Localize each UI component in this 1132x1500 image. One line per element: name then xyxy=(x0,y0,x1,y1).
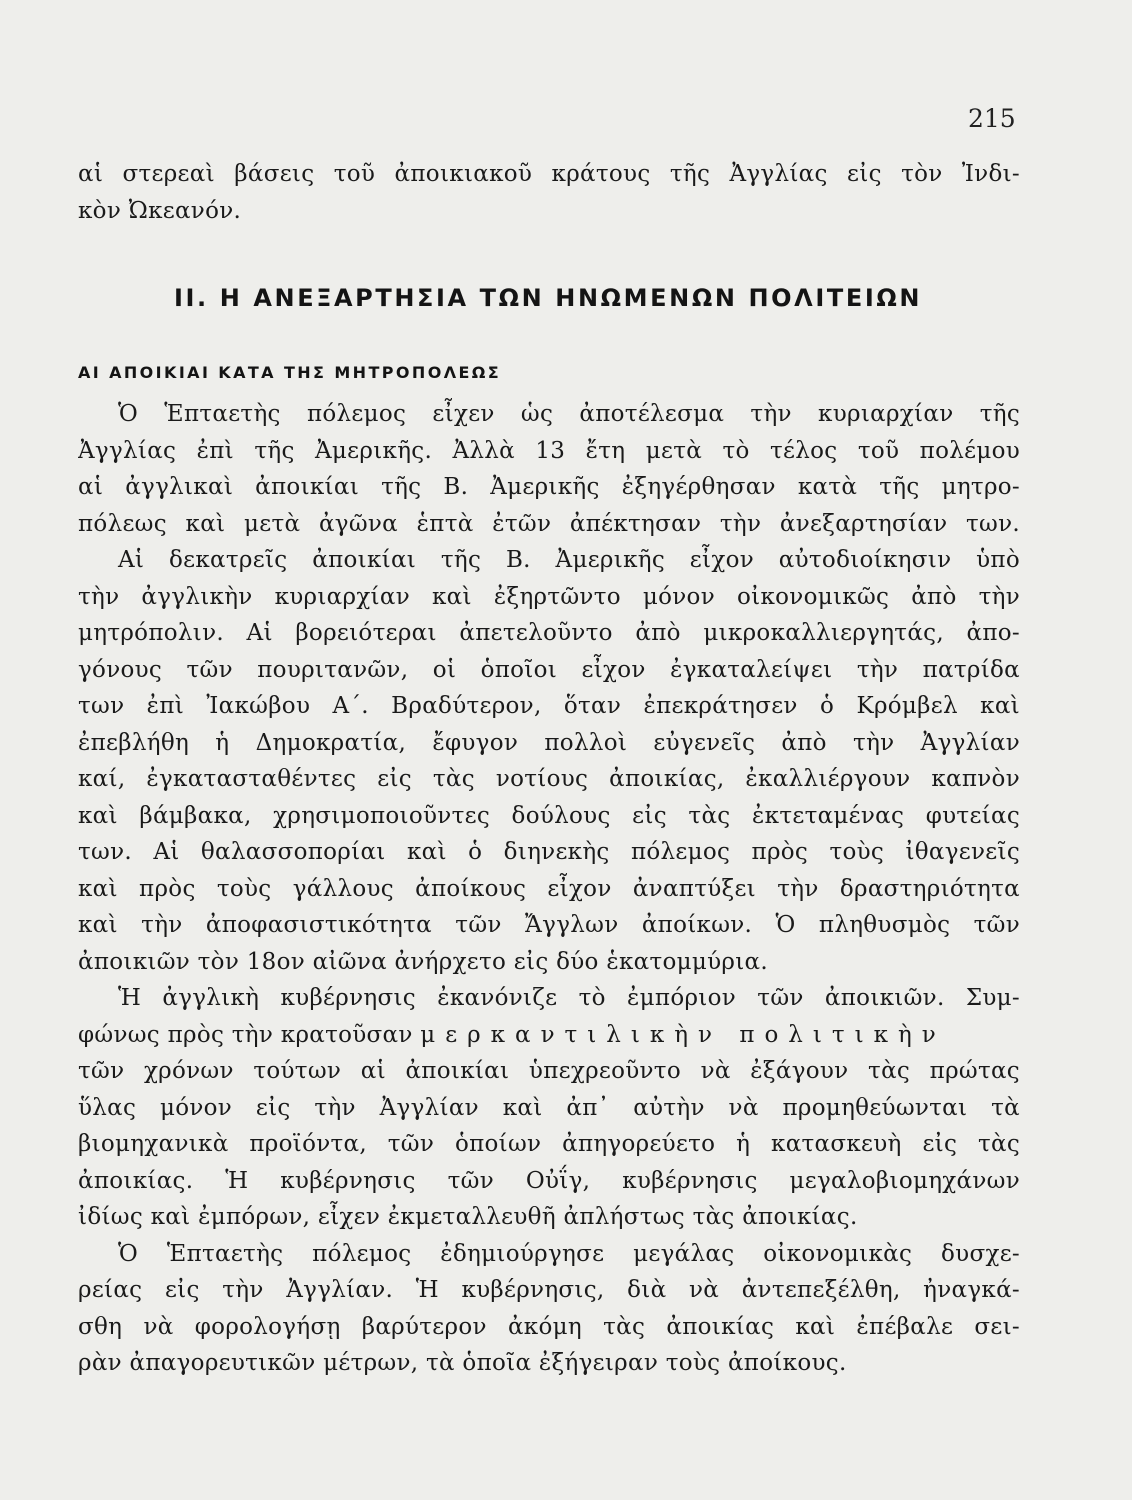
text-line: των. Αἱ θαλασσοπορίαι καὶ ὁ διηνεκὴς πόλεμος πρὸς τοὺς ἰθαγενεῖς xyxy=(78,839,1020,865)
text-line: καί, ἐγκατασταθέντες εἰς τὰς νοτίους ἀποικίας, ἐκαλλιέργουν καπνὸν xyxy=(78,766,1020,792)
emphasized-term: μερκαντιλικὴν πολιτικὴν xyxy=(420,1021,946,1048)
page-number: 215 xyxy=(968,104,1016,133)
text-line xyxy=(78,1017,1020,1054)
text-line: των ἐπὶ Ἰακώβου Α΄. Βραδύτερον, ὅταν ἐπεκράτησεν ὁ Κρόμβελ καὶ xyxy=(78,693,1020,719)
section-title: ΙΙ. Η ΑΝΕΞΑΡΤΗΣΙΑ ΤΩΝ ΗΝΩΜΕΝΩΝ ΠΟΛΙΤΕΙΩΝ xyxy=(174,284,923,312)
text-line: ἀποικίας. Ἡ κυβέρνησις τῶν Οὐΐγ, κυβέρνησις μεγαλοβιομηχάνων xyxy=(78,1167,1020,1194)
text-line: καὶ πρὸς τοὺς γάλλους ἀποίκους εἶχον ἀναπτύξει τὴν δραστηριότητα xyxy=(78,875,1020,902)
text-line: ἰδίως καὶ ἐμπόρων, εἶχεν ἐκμεταλλευθῆ ἀπλήστως τὰς ἀποικίας. xyxy=(78,1204,858,1230)
text-line: ρὰν ἀπαγορευτικῶν μέτρων, τὰ ὁποῖα ἐξήγειραν τοὺς ἀποίκους. xyxy=(78,1350,847,1376)
text-line: σθη νὰ φορολογήσῃ βαρύτερον ἀκόμη τὰς ἀποικίας καὶ ἐπέβαλε σει- xyxy=(78,1313,1020,1340)
text-line: αἱ στερεαὶ βάσεις τοῦ ἀποικιακοῦ κράτους τῆς Ἀγγλίας εἰς τὸν Ἰνδι- xyxy=(78,161,1020,187)
text-line: καὶ τὴν ἀποφασιστικότητα τῶν Ἄγγλων ἀποίκων. Ὁ πληθυσμὸς τῶν xyxy=(78,912,1020,938)
text-line: Αἱ δεκατρεῖς ἀποικίαι τῆς Β. Ἀμερικῆς εἶχον αὐτοδιοίκησιν ὑπὸ xyxy=(118,547,1020,573)
text-line: μητρόπολιν. Αἱ βορειότεραι ἀπετελοῦντο ἀπὸ μικροκαλλιεργητάς, ἀπο- xyxy=(78,620,1020,646)
text-line: Ὁ Ἑπταετὴς πόλεμος ἐδημιούργησε μεγάλας οἰκονομικὰς δυσχε- xyxy=(118,1240,1020,1267)
text-line: ὕλας μόνον εἰς τὴν Ἀγγλίαν καὶ ἀπ᾿ αὐτὴν νὰ προμηθεύωνται τὰ xyxy=(78,1094,1020,1121)
text-line: Ὁ Ἑπταετὴς πόλεμος εἶχεν ὡς ἀποτέλεσμα τὴν κυριαρχίαν τῆς xyxy=(118,401,1020,427)
text-line: καὶ βάμβακα, χρησιμοποιοῦντες δούλους εἰς τὰς ἐκτεταμένας φυτείας xyxy=(78,802,1020,829)
text-line: γόνους τῶν πουριτανῶν, οἱ ὁποῖοι εἶχον ἐγκαταλείψει τὴν πατρίδα xyxy=(78,656,1020,683)
text-line: τῶν χρόνων τούτων αἱ ἀποικίαι ὑπεχρεοῦντο νὰ ἐξάγουν τὰς πρώτας xyxy=(78,1058,1020,1084)
body-text xyxy=(78,396,1020,1382)
text-line: Ἀγγλίας ἐπὶ τῆς Ἀμερικῆς. Ἀλλὰ 13 ἔτη μετὰ τὸ τέλος τοῦ πολέμου xyxy=(78,437,1020,464)
text-line: τὴν ἀγγλικὴν κυριαρχίαν καὶ ἐξηρτῶντο μόνον οἰκονομικῶς ἀπὸ τὴν xyxy=(78,583,1020,610)
text-line: βιομηχανικὰ προϊόντα, τῶν ὁποίων ἀπηγορεύετο ἡ κατασκευὴ εἰς τὰς xyxy=(78,1131,1020,1157)
intro-paragraph xyxy=(78,156,1020,229)
text-line: αἱ ἀγγλικαὶ ἀποικίαι τῆς Β. Ἀμερικῆς ἐξηγέρθησαν κατὰ τῆς μητρο- xyxy=(78,474,1020,500)
text-line: ἐπεβλήθη ἡ Δημοκρατία, ἔφυγον πολλοὶ εὐγενεῖς ἀπὸ τὴν Ἀγγλίαν xyxy=(78,729,1020,756)
subsection-title: ΑΙ ΑΠΟΙΚΙΑΙ ΚΑΤΑ ΤΗΣ ΜΗΤΡΟΠΟΛΕΩΣ xyxy=(78,363,502,382)
text-line: ἀποικιῶν τὸν 18ον αἰῶνα ἀνήρχετο εἰς δύο ἑκατομμύρια. xyxy=(78,948,768,975)
text-line: ρείας εἰς τὴν Ἀγγλίαν. Ἡ κυβέρνησις, διὰ νὰ ἀντεπεξέλθη, ἠναγκά- xyxy=(78,1277,1020,1303)
text-line: Ἡ ἀγγλικὴ κυβέρνησις ἐκανόνιζε τὸ ἐμπόριον τῶν ἀποικιῶν. Συμ- xyxy=(118,985,1020,1011)
text-fragment: φώνως πρὸς τὴν κρατοῦσαν xyxy=(78,1021,421,1048)
text-line: πόλεως καὶ μετὰ ἀγῶνα ἑπτὰ ἐτῶν ἀπέκτησαν τὴν ἀνεξαρτησίαν των. xyxy=(78,510,1020,537)
text-line: κὸν Ὠκεανόν. xyxy=(78,197,242,224)
